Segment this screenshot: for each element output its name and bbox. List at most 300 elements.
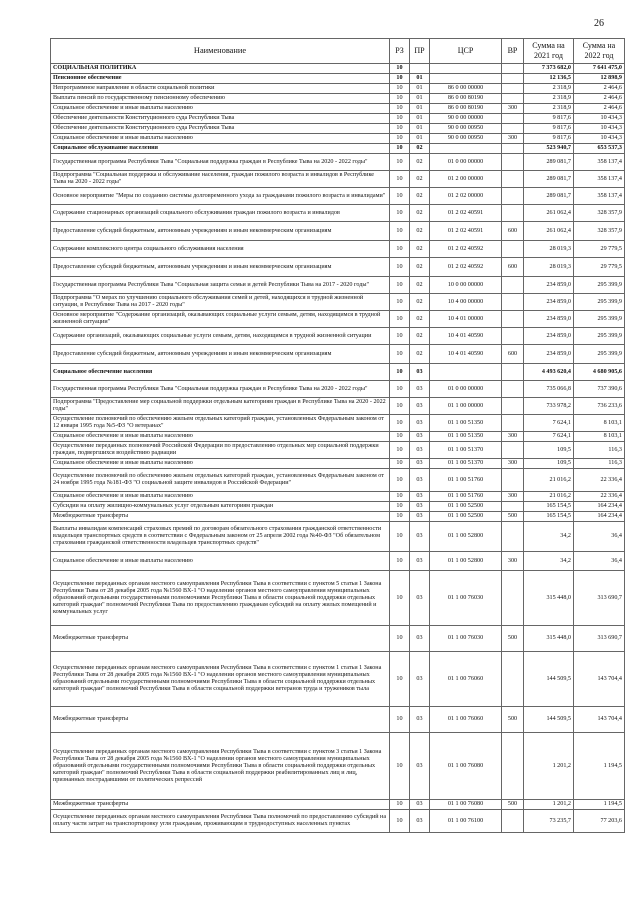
cell-vr: [502, 64, 524, 74]
cell-sum-2021: 144 509,5: [524, 707, 574, 733]
cell-vr: 600: [502, 222, 524, 241]
cell-sum-2022: 2 464,6: [574, 84, 625, 94]
cell-sum-2021: 315 448,0: [524, 571, 574, 626]
cell-name: Предоставление субсидий бюджетным, автономным учреждениям и иным некоммерческим организациям: [51, 222, 390, 241]
cell-sum-2022: 10 434,3: [574, 114, 625, 124]
cell-sum-2021: 1 201,2: [524, 800, 574, 810]
cell-sum-2021: 261 062,4: [524, 222, 574, 241]
cell-rz: 10: [390, 311, 410, 328]
cell-sum-2022: 7 641 475,0: [574, 64, 625, 74]
table-row: [51, 94, 625, 104]
cell-rz: 10: [390, 241, 410, 258]
cell-csr: [430, 74, 502, 84]
cell-name: Социальное обеспечение и иные выплаты населению: [51, 104, 390, 114]
cell-csr: 01 0 00 00000: [430, 381, 502, 398]
cell-name: Осуществление переданных органам местного самоуправления Республики Тыва в соответствии с пунктом 1 статьи 1 Закона Республики Тыва от 28 декабря 2005 года №1560 ВХ-1 "О наделении органов местного самоуправления муниципальных образований отдельными государственными полномочиями Республики Тыва в области социальной поддержки отдельных категорий граждан" полномочий Республики Тыва в области социальной поддержки ветеранов труда и тружеников тыла: [51, 652, 390, 707]
cell-name: Межбюджетные трансферты: [51, 626, 390, 652]
cell-rz: 10: [390, 415, 410, 432]
cell-csr: 01 1 00 51760: [430, 492, 502, 502]
table-row: [51, 241, 625, 258]
cell-pr: 03: [410, 432, 430, 442]
cell-rz: 10: [390, 222, 410, 241]
cell-name: Содержание стационарных организаций социального обслуживания граждан пожилого возраста и инвалидов: [51, 205, 390, 222]
cell-vr: [502, 294, 524, 311]
cell-sum-2021: 21 016,2: [524, 492, 574, 502]
cell-name: Осуществление переданных органам местного самоуправления Республики Тыва полномочий по предоставлению субсидий на оплату части затрат на транспортировку угля гражданам, проживающим в труднодоступных населенных пунктах: [51, 810, 390, 833]
cell-name: Пенсионное обеспечение: [51, 74, 390, 84]
cell-vr: 500: [502, 512, 524, 522]
table-row: [51, 222, 625, 241]
cell-rz: 10: [390, 64, 410, 74]
table-row: [51, 154, 625, 171]
cell-pr: 02: [410, 144, 430, 154]
cell-pr: 01: [410, 124, 430, 134]
budget-table: [50, 38, 625, 833]
cell-csr: 10 4 01 40590: [430, 345, 502, 364]
cell-pr: 02: [410, 154, 430, 171]
cell-pr: 03: [410, 512, 430, 522]
table-row: [51, 733, 625, 800]
cell-rz: 10: [390, 171, 410, 188]
table-row: [51, 205, 625, 222]
cell-rz: 10: [390, 124, 410, 134]
cell-name: Содержание комплексного центра социального обслуживания населения: [51, 241, 390, 258]
table-row: [51, 277, 625, 294]
cell-rz: 10: [390, 469, 410, 492]
cell-csr: 10 4 01 00000: [430, 311, 502, 328]
cell-sum-2021: 1 201,2: [524, 733, 574, 800]
cell-csr: 86 0 00 00000: [430, 84, 502, 94]
cell-rz: 10: [390, 492, 410, 502]
table-row: [51, 114, 625, 124]
header-sum-2022: Сумма на 2022 год: [574, 39, 625, 64]
cell-sum-2021: 7 373 682,0: [524, 64, 574, 74]
cell-name: Осуществление переданных органам местного самоуправления Республики Тыва в соответствии с пунктом 5 статьи 1 Закона Республики Тыва от 28 декабря 2005 года №1560 ВХ-1 "О наделении органов местного самоуправления муниципальных образований отдельными государственными полномочиями Республики Тыва в области социальной поддержки отдельных категорий граждан" полномочий Республики Тыва по предоставлению гражданам субсидий на оплату жилых помещений и коммунальных услуг: [51, 571, 390, 626]
cell-rz: 10: [390, 459, 410, 469]
cell-pr: 03: [410, 364, 430, 381]
cell-vr: [502, 144, 524, 154]
cell-name: Государственная программа Республики Тыва "Социальная защита семьи и детей Республики Тыва на 2017 - 2020 годы": [51, 277, 390, 294]
table-row: [51, 345, 625, 364]
cell-sum-2022: 2 464,6: [574, 94, 625, 104]
cell-rz: 10: [390, 205, 410, 222]
cell-csr: 01 1 00 76080: [430, 733, 502, 800]
cell-csr: 01 1 00 76060: [430, 652, 502, 707]
table-body: [51, 64, 625, 833]
cell-sum-2021: 2 318,9: [524, 104, 574, 114]
cell-vr: 500: [502, 800, 524, 810]
cell-sum-2022: 164 234,4: [574, 512, 625, 522]
cell-sum-2021: 234 859,0: [524, 328, 574, 345]
cell-csr: 01 1 00 52500: [430, 512, 502, 522]
cell-rz: 10: [390, 707, 410, 733]
cell-csr: [430, 364, 502, 381]
cell-vr: 300: [502, 134, 524, 144]
cell-sum-2021: 289 081,7: [524, 171, 574, 188]
cell-pr: 01: [410, 84, 430, 94]
cell-sum-2021: 9 817,6: [524, 124, 574, 134]
cell-pr: 02: [410, 205, 430, 222]
cell-rz: 10: [390, 800, 410, 810]
cell-sum-2022: 295 399,9: [574, 277, 625, 294]
cell-pr: 02: [410, 188, 430, 205]
cell-pr: 03: [410, 442, 430, 459]
cell-vr: [502, 328, 524, 345]
cell-rz: 10: [390, 144, 410, 154]
table-row: [51, 381, 625, 398]
page-number: 26: [594, 18, 604, 29]
table-row: [51, 134, 625, 144]
cell-sum-2022: 736 233,6: [574, 398, 625, 415]
cell-name: Подпрограмма "О мерах по улучшению социального обслуживания семей и детей, находящихся в трудной жизненной ситуации, в Республике Тыва на 2017 - 2020 годы": [51, 294, 390, 311]
cell-rz: 10: [390, 810, 410, 833]
cell-vr: [502, 84, 524, 94]
cell-pr: 02: [410, 294, 430, 311]
cell-sum-2022: 143 704,4: [574, 707, 625, 733]
cell-vr: [502, 442, 524, 459]
cell-csr: 10 4 00 00000: [430, 294, 502, 311]
cell-name: Социальное обеспечение и иные выплаты населению: [51, 552, 390, 571]
cell-sum-2021: 109,5: [524, 459, 574, 469]
cell-sum-2021: 144 509,5: [524, 652, 574, 707]
cell-sum-2022: 313 690,7: [574, 626, 625, 652]
cell-pr: 03: [410, 398, 430, 415]
cell-sum-2022: 22 336,4: [574, 469, 625, 492]
table-row: [51, 124, 625, 134]
cell-csr: 01 1 00 51350: [430, 432, 502, 442]
table-row: [51, 188, 625, 205]
cell-vr: [502, 810, 524, 833]
cell-sum-2022: 10 434,3: [574, 124, 625, 134]
cell-name: Социальное обеспечение и иные выплаты населению: [51, 492, 390, 502]
cell-name: Обеспечение деятельности Конституционного суда Республики Тыва: [51, 124, 390, 134]
cell-csr: 01 1 00 00000: [430, 398, 502, 415]
cell-csr: 01 1 00 51760: [430, 469, 502, 492]
cell-sum-2022: 29 779,5: [574, 258, 625, 277]
cell-vr: 300: [502, 552, 524, 571]
cell-csr: 01 1 00 76080: [430, 800, 502, 810]
cell-sum-2022: 2 464,6: [574, 104, 625, 114]
table-row: [51, 442, 625, 459]
cell-pr: 01: [410, 114, 430, 124]
cell-vr: [502, 94, 524, 104]
cell-csr: 86 0 00 80190: [430, 94, 502, 104]
cell-csr: 01 1 00 51370: [430, 459, 502, 469]
cell-name: Содержание организаций, оказывающих социальные услуги семьям, детям, находящимся в трудной жизненной ситуации: [51, 328, 390, 345]
cell-sum-2021: 261 062,4: [524, 205, 574, 222]
cell-vr: [502, 114, 524, 124]
cell-pr: 03: [410, 459, 430, 469]
cell-vr: [502, 205, 524, 222]
cell-name: СОЦИАЛЬНАЯ ПОЛИТИКА: [51, 64, 390, 74]
cell-name: Непрограммное направление в области социальной политики: [51, 84, 390, 94]
cell-name: Государственная программа Республики Тыва "Социальная поддержка граждан в Республике Тыва на 2020 - 2022 годы": [51, 154, 390, 171]
cell-sum-2022: 1 194,5: [574, 800, 625, 810]
cell-pr: 03: [410, 652, 430, 707]
cell-vr: [502, 171, 524, 188]
cell-pr: 02: [410, 222, 430, 241]
table-row: [51, 492, 625, 502]
cell-sum-2022: 12 898,9: [574, 74, 625, 84]
cell-pr: 03: [410, 707, 430, 733]
cell-name: Предоставление субсидий бюджетным, автономным учреждениям и иным некоммерческим организациям: [51, 258, 390, 277]
cell-sum-2022: 8 103,1: [574, 432, 625, 442]
cell-sum-2021: 2 318,9: [524, 94, 574, 104]
cell-name: Подпрограмма "Социальная поддержка и обслуживание населения, граждан пожилого возраста и инвалидов в Республике Тыва на 2020 - 2022 годы": [51, 171, 390, 188]
cell-vr: [502, 502, 524, 512]
cell-csr: 01 1 00 51370: [430, 442, 502, 459]
cell-pr: 01: [410, 134, 430, 144]
cell-vr: [502, 74, 524, 84]
cell-sum-2021: 234 859,0: [524, 311, 574, 328]
cell-sum-2021: 73 235,7: [524, 810, 574, 833]
cell-pr: 03: [410, 469, 430, 492]
cell-sum-2021: 9 817,6: [524, 114, 574, 124]
cell-sum-2022: 77 203,6: [574, 810, 625, 833]
cell-rz: 10: [390, 188, 410, 205]
cell-pr: 01: [410, 104, 430, 114]
cell-sum-2021: 2 318,9: [524, 84, 574, 94]
cell-rz: 10: [390, 74, 410, 84]
cell-pr: 01: [410, 74, 430, 84]
cell-pr: 02: [410, 345, 430, 364]
table-row: [51, 294, 625, 311]
cell-rz: 10: [390, 364, 410, 381]
cell-sum-2022: 358 137,4: [574, 154, 625, 171]
cell-sum-2022: 29 779,5: [574, 241, 625, 258]
cell-name: Осуществление полномочий по обеспечению жильем отдельных категорий граждан, установленных Федеральным законом от 12 января 1995 года №5-ФЗ "О ветеранах": [51, 415, 390, 432]
cell-rz: 10: [390, 442, 410, 459]
table-row: [51, 328, 625, 345]
cell-rz: 10: [390, 381, 410, 398]
cell-sum-2021: 34,2: [524, 522, 574, 552]
cell-pr: 02: [410, 277, 430, 294]
table-row: [51, 415, 625, 432]
cell-csr: 01 1 00 76030: [430, 571, 502, 626]
cell-name: Социальное обеспечение и иные выплаты населению: [51, 432, 390, 442]
table-row: [51, 74, 625, 84]
cell-pr: 02: [410, 328, 430, 345]
cell-csr: 01 1 00 76060: [430, 707, 502, 733]
cell-name: Подпрограмма "Предоставление мер социальной поддержки отдельным категориям граждан в Республике Тыва на 2020 - 2022 годы": [51, 398, 390, 415]
cell-sum-2022: 737 390,6: [574, 381, 625, 398]
cell-rz: 10: [390, 258, 410, 277]
cell-rz: 10: [390, 294, 410, 311]
cell-vr: 300: [502, 104, 524, 114]
cell-pr: 02: [410, 311, 430, 328]
cell-pr: 01: [410, 94, 430, 104]
cell-vr: [502, 241, 524, 258]
cell-vr: 300: [502, 432, 524, 442]
cell-vr: 300: [502, 492, 524, 502]
table-row: [51, 84, 625, 94]
cell-sum-2021: 523 940,7: [524, 144, 574, 154]
cell-csr: [430, 144, 502, 154]
cell-sum-2021: 735 066,8: [524, 381, 574, 398]
cell-name: Осуществление переданных органам местного самоуправления Республики Тыва в соответствии с пунктом 3 статьи 1 Закона Республики Тыва от 28 декабря 2005 года №1560 ВХ-1 "О наделении органов местного самоуправления муниципальных образований отдельными государственными полномочиями Республики Тыва в области социальной поддержки отдельных категорий граждан" полномочий Республики Тыва в области социальной поддержки реабилитированных лиц и лиц, признанных пострадавшими от политических репрессий: [51, 733, 390, 800]
cell-sum-2022: 143 704,4: [574, 652, 625, 707]
cell-sum-2022: 358 137,4: [574, 188, 625, 205]
cell-pr: [410, 64, 430, 74]
cell-rz: 10: [390, 154, 410, 171]
cell-vr: 500: [502, 626, 524, 652]
cell-vr: [502, 124, 524, 134]
cell-vr: [502, 277, 524, 294]
cell-vr: 300: [502, 459, 524, 469]
cell-vr: [502, 381, 524, 398]
cell-name: Обеспечение деятельности Конституционного суда Республики Тыва: [51, 114, 390, 124]
header-sum-2021: Сумма на 2021 год: [524, 39, 574, 64]
cell-rz: 10: [390, 134, 410, 144]
cell-sum-2022: 36,4: [574, 552, 625, 571]
table-row: [51, 64, 625, 74]
cell-pr: 03: [410, 626, 430, 652]
cell-sum-2022: 358 137,4: [574, 171, 625, 188]
cell-vr: [502, 188, 524, 205]
cell-sum-2021: 234 859,0: [524, 345, 574, 364]
cell-pr: 02: [410, 258, 430, 277]
cell-vr: [502, 469, 524, 492]
cell-sum-2021: 12 136,5: [524, 74, 574, 84]
cell-name: Межбюджетные трансферты: [51, 512, 390, 522]
cell-csr: 01 2 02 00000: [430, 188, 502, 205]
header-vr: ВР: [502, 39, 524, 64]
cell-csr: 01 0 00 00000: [430, 154, 502, 171]
cell-pr: 02: [410, 171, 430, 188]
table-row: [51, 432, 625, 442]
cell-pr: 03: [410, 415, 430, 432]
cell-csr: 01 1 00 52800: [430, 522, 502, 552]
cell-name: Межбюджетные трансферты: [51, 707, 390, 733]
cell-pr: 03: [410, 800, 430, 810]
cell-sum-2022: 164 234,4: [574, 502, 625, 512]
cell-vr: [502, 415, 524, 432]
cell-sum-2021: 165 154,5: [524, 502, 574, 512]
cell-rz: 10: [390, 733, 410, 800]
cell-pr: 03: [410, 522, 430, 552]
table-row: [51, 258, 625, 277]
cell-pr: 03: [410, 492, 430, 502]
cell-sum-2021: 289 081,7: [524, 188, 574, 205]
cell-vr: 600: [502, 345, 524, 364]
cell-name: Субсидии на оплату жилищно-коммунальных услуг отдельным категориям граждан: [51, 502, 390, 512]
cell-rz: 10: [390, 277, 410, 294]
cell-csr: 01 1 00 52800: [430, 552, 502, 571]
cell-pr: 02: [410, 241, 430, 258]
cell-sum-2022: 36,4: [574, 522, 625, 552]
cell-sum-2021: 234 859,0: [524, 277, 574, 294]
cell-name: Социальное обеспечение населения: [51, 364, 390, 381]
table-row: [51, 626, 625, 652]
table-row: [51, 522, 625, 552]
cell-sum-2021: 21 016,2: [524, 469, 574, 492]
table-row: [51, 512, 625, 522]
cell-rz: 10: [390, 84, 410, 94]
table-row: [51, 144, 625, 154]
cell-name: Предоставление субсидий бюджетным, автономным учреждениям и иным некоммерческим организациям: [51, 345, 390, 364]
table-header-row: [51, 39, 625, 64]
cell-name: Выплата пенсий по государственному пенсионному обеспечению: [51, 94, 390, 104]
table-row: [51, 502, 625, 512]
cell-csr: 90 0 00 00950: [430, 124, 502, 134]
cell-csr: 01 2 00 00000: [430, 171, 502, 188]
cell-sum-2021: 234 859,0: [524, 294, 574, 311]
cell-sum-2021: 28 019,3: [524, 241, 574, 258]
cell-pr: 03: [410, 810, 430, 833]
cell-sum-2022: 22 336,4: [574, 492, 625, 502]
cell-sum-2021: 9 817,6: [524, 134, 574, 144]
cell-rz: 10: [390, 502, 410, 512]
table-row: [51, 311, 625, 328]
cell-vr: 600: [502, 258, 524, 277]
cell-csr: 01 2 02 40591: [430, 222, 502, 241]
header-csr: ЦСР: [430, 39, 502, 64]
cell-vr: 500: [502, 707, 524, 733]
cell-rz: 10: [390, 114, 410, 124]
cell-pr: 03: [410, 381, 430, 398]
cell-sum-2021: 4 493 620,4: [524, 364, 574, 381]
cell-rz: 10: [390, 571, 410, 626]
cell-sum-2022: 1 194,5: [574, 733, 625, 800]
cell-vr: [502, 652, 524, 707]
cell-csr: 01 1 00 52500: [430, 502, 502, 512]
cell-sum-2022: 295 399,9: [574, 345, 625, 364]
cell-rz: 10: [390, 552, 410, 571]
cell-sum-2021: 733 978,2: [524, 398, 574, 415]
cell-vr: [502, 522, 524, 552]
cell-sum-2022: 116,3: [574, 459, 625, 469]
cell-sum-2021: 109,5: [524, 442, 574, 459]
cell-sum-2021: 7 624,1: [524, 415, 574, 432]
cell-sum-2021: 28 019,3: [524, 258, 574, 277]
cell-vr: [502, 398, 524, 415]
cell-csr: 01 2 02 40592: [430, 258, 502, 277]
table-row: [51, 171, 625, 188]
cell-sum-2022: 116,3: [574, 442, 625, 459]
cell-name: Социальное обеспечение и иные выплаты населению: [51, 134, 390, 144]
header-name: Наименование: [51, 39, 390, 64]
cell-csr: 01 1 00 76030: [430, 626, 502, 652]
cell-csr: 01 1 00 76100: [430, 810, 502, 833]
table-row: [51, 364, 625, 381]
table-row: [51, 652, 625, 707]
cell-csr: 90 0 00 00000: [430, 114, 502, 124]
cell-sum-2022: 8 103,1: [574, 415, 625, 432]
cell-sum-2021: 34,2: [524, 552, 574, 571]
cell-pr: 03: [410, 552, 430, 571]
table-row: [51, 398, 625, 415]
cell-vr: [502, 154, 524, 171]
cell-name: Осуществление переданных полномочий Российской Федерации по предоставлению отдельных мер социальной поддержки граждан, подвергшихся воздействию радиации: [51, 442, 390, 459]
table-row: [51, 707, 625, 733]
cell-pr: 03: [410, 733, 430, 800]
cell-name: Основное мероприятие "Содержание организаций, оказывающих социальные услуги семьям, детям, находящимся в трудной жизненной ситуации": [51, 311, 390, 328]
cell-pr: 03: [410, 571, 430, 626]
header-rz: РЗ: [390, 39, 410, 64]
cell-name: Осуществление полномочий по обеспечению жильем отдельных категорий граждан, установленных Федеральным законом от 24 ноября 1995 года №181-ФЗ "О социальной защите инвалидов в Российской Федерации": [51, 469, 390, 492]
cell-sum-2022: 328 357,9: [574, 222, 625, 241]
table-row: [51, 459, 625, 469]
table-row: [51, 800, 625, 810]
cell-sum-2022: 4 680 905,6: [574, 364, 625, 381]
cell-vr: [502, 311, 524, 328]
cell-rz: 10: [390, 512, 410, 522]
cell-sum-2021: 7 624,1: [524, 432, 574, 442]
cell-name: Основное мероприятие "Меры по созданию системы долговременного ухода за гражданами пожилого возраста и инвалидами": [51, 188, 390, 205]
cell-sum-2021: 289 081,7: [524, 154, 574, 171]
cell-sum-2022: 10 434,3: [574, 134, 625, 144]
table-row: [51, 469, 625, 492]
